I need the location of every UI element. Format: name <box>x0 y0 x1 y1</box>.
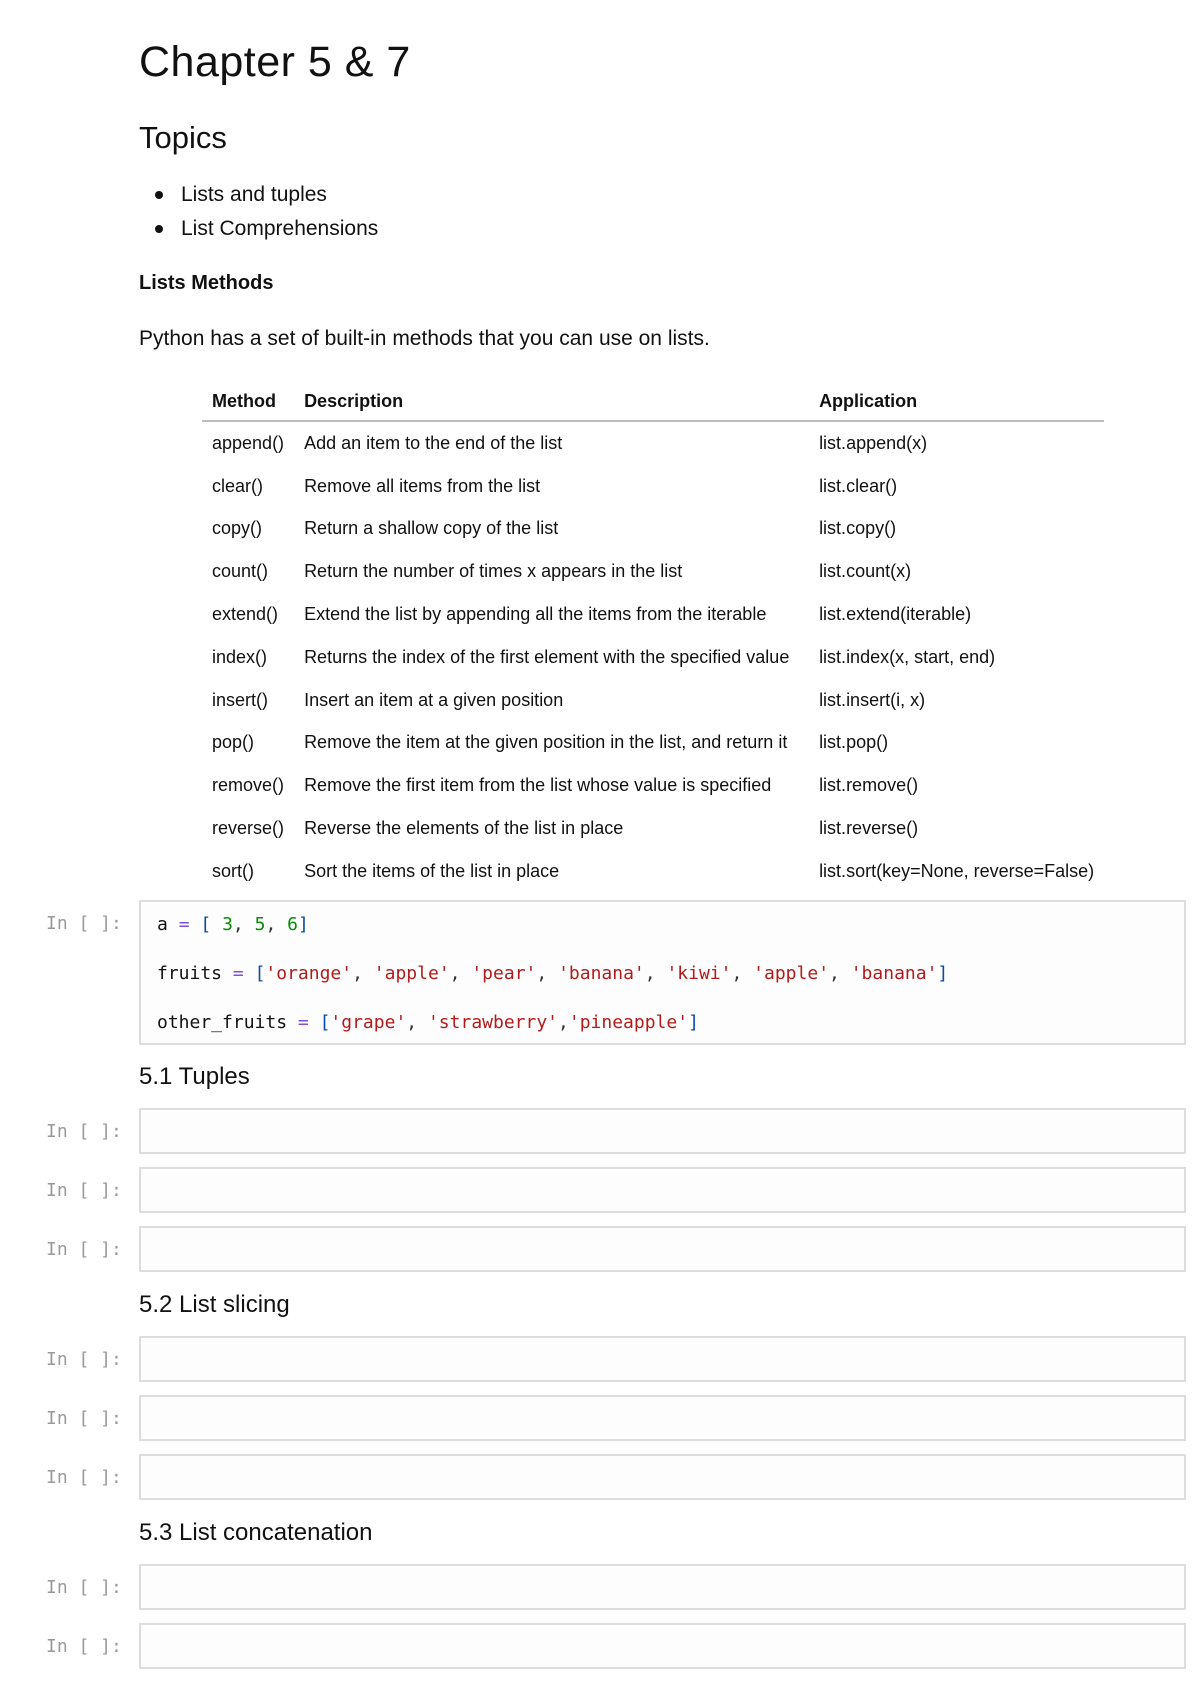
literal: 'pear' <box>471 963 537 984</box>
table-cell: pop() <box>212 732 255 753</box>
literal: 'apple' <box>753 963 830 984</box>
methods-heading: Lists Methods <box>139 272 274 294</box>
literal: 5 <box>254 914 266 935</box>
table-cell: Remove the item at the given position in the list, and return it <box>304 732 788 753</box>
bracket: [ <box>200 914 223 935</box>
table-cell: list.extend(iterable) <box>819 604 972 625</box>
bracket: ] <box>297 914 309 935</box>
table-row <box>202 764 1104 807</box>
table-row <box>202 550 1104 593</box>
table-row <box>202 679 1104 722</box>
variable-name: other_fruits <box>157 1012 288 1033</box>
literal: 3 <box>222 914 233 935</box>
code-line <box>157 959 1168 1008</box>
table-cell: Extend the list by appending all the items from the iterable <box>304 604 767 625</box>
table-cell: Returns the index of the first element with the specified value <box>304 646 790 667</box>
table-body <box>202 421 1104 893</box>
table-cell: insert() <box>212 689 269 710</box>
cell-prompt: In [ ]: <box>46 1121 122 1142</box>
cell-prompt: In [ ]: <box>46 913 122 934</box>
cell-prompt: In [ ]: <box>46 1636 122 1657</box>
table-cell: list.copy() <box>819 518 897 539</box>
section-heading-concat: 5.3 List concatenation <box>139 1519 373 1546</box>
page-title: Chapter 5 & 7 <box>139 38 411 86</box>
table-cell: Remove all items from the list <box>304 475 541 496</box>
literal: 'banana' <box>850 963 938 984</box>
empty-code-cell[interactable] <box>139 1395 1186 1441</box>
bracket: [ <box>254 963 266 984</box>
literal: 6 <box>287 914 298 935</box>
section-heading-slicing: 5.2 List slicing <box>139 1291 290 1318</box>
separator: , <box>731 963 754 984</box>
table-cell: Remove the first item from the list whose value is specified <box>304 775 772 796</box>
table-cell: Return the number of times x appears in the list <box>304 561 683 582</box>
literal: 'strawberry' <box>427 1012 559 1033</box>
separator: , <box>406 1012 428 1033</box>
literal: 'banana' <box>558 963 645 984</box>
separator: , <box>558 1012 569 1033</box>
table-cell: clear() <box>212 475 264 496</box>
separator: , <box>232 914 255 935</box>
topics-list <box>139 178 378 246</box>
table-cell: Reverse the elements of the list in place <box>304 818 624 839</box>
empty-code-cell[interactable] <box>139 1108 1186 1154</box>
table-cell: list.insert(i, x) <box>819 689 926 710</box>
table-cell: sort() <box>212 860 254 881</box>
cell-prompt: In [ ]: <box>46 1180 122 1201</box>
bracket: ] <box>688 1012 699 1033</box>
variable-name: a <box>157 914 168 935</box>
table-cell: list.reverse() <box>819 818 919 839</box>
table-row <box>202 465 1104 508</box>
empty-code-cell[interactable] <box>139 1226 1186 1272</box>
table-cell: reverse() <box>212 818 285 839</box>
separator: , <box>536 963 559 984</box>
methods-table <box>202 382 1104 893</box>
section-heading-tuples: 5.1 Tuples <box>139 1063 250 1090</box>
table-cell: list.pop() <box>819 732 889 753</box>
table-row <box>202 421 1104 465</box>
table-cell: remove() <box>212 775 285 796</box>
table-cell: Return a shallow copy of the list <box>304 518 559 539</box>
column-header: Application <box>809 382 1104 421</box>
table-cell: list.sort(key=None, reverse=False) <box>819 860 1095 881</box>
cell-prompt: In [ ]: <box>46 1349 122 1370</box>
literal: 'grape' <box>330 1012 407 1033</box>
table-row <box>202 508 1104 551</box>
table-cell: extend() <box>212 604 279 625</box>
separator: , <box>644 963 667 984</box>
table-cell: list.clear() <box>819 475 898 496</box>
table-cell: append() <box>212 432 285 453</box>
table-cell: Add an item to the end of the list <box>304 432 563 453</box>
table-cell: index() <box>212 646 268 667</box>
literal: 'pineapple' <box>568 1012 689 1033</box>
bullet-icon <box>155 225 163 233</box>
code-line <box>157 1008 1168 1038</box>
table-cell: Insert an item at a given position <box>304 689 564 710</box>
methods-intro: Python has a set of built-in methods that you can use on lists. <box>139 327 710 350</box>
literal: 'apple' <box>373 963 450 984</box>
topics-heading: Topics <box>139 120 227 155</box>
separator: , <box>449 963 472 984</box>
table-cell: list.remove() <box>819 775 919 796</box>
column-header: Description <box>294 382 809 421</box>
empty-code-cell[interactable] <box>139 1167 1186 1213</box>
variable-name: fruits <box>157 963 223 984</box>
literal: 'orange' <box>265 963 353 984</box>
column-header: Method <box>202 382 294 421</box>
separator: , <box>352 963 374 984</box>
bullet-icon <box>155 191 163 199</box>
empty-code-cell[interactable] <box>139 1336 1186 1382</box>
table-row <box>202 807 1104 850</box>
bracket: [ <box>319 1012 331 1033</box>
empty-code-cell[interactable] <box>139 1454 1186 1500</box>
table-cell: list.index(x, start, end) <box>819 646 996 667</box>
empty-code-cell[interactable] <box>139 1623 1186 1669</box>
table-cell: count() <box>212 561 269 582</box>
operator: = <box>178 914 190 935</box>
table-header-row <box>202 382 1104 421</box>
literal: 'kiwi' <box>666 963 732 984</box>
separator: , <box>265 914 288 935</box>
code-cell[interactable] <box>139 900 1186 1045</box>
cell-prompt: In [ ]: <box>46 1408 122 1429</box>
table-cell: list.count(x) <box>819 561 912 582</box>
topic-label: Lists and tuples <box>181 183 327 206</box>
list-item <box>139 212 378 246</box>
code-line <box>157 910 1168 959</box>
list-item <box>139 178 378 212</box>
table-cell: copy() <box>212 518 263 539</box>
code-editor[interactable] <box>141 902 1184 1046</box>
operator: = <box>232 963 244 984</box>
cell-prompt: In [ ]: <box>46 1239 122 1260</box>
separator: , <box>829 963 851 984</box>
empty-code-cell[interactable] <box>139 1564 1186 1610</box>
table-row <box>202 593 1104 636</box>
cell-prompt: In [ ]: <box>46 1467 122 1488</box>
operator: = <box>297 1012 309 1033</box>
bracket: ] <box>937 963 949 984</box>
table-row <box>202 636 1104 679</box>
table-cell: list.append(x) <box>819 432 928 453</box>
topic-label: List Comprehensions <box>181 217 379 240</box>
cell-prompt: In [ ]: <box>46 1577 122 1598</box>
table-cell: Sort the items of the list in place <box>304 860 560 881</box>
table-row <box>202 722 1104 765</box>
table-row <box>202 850 1104 893</box>
